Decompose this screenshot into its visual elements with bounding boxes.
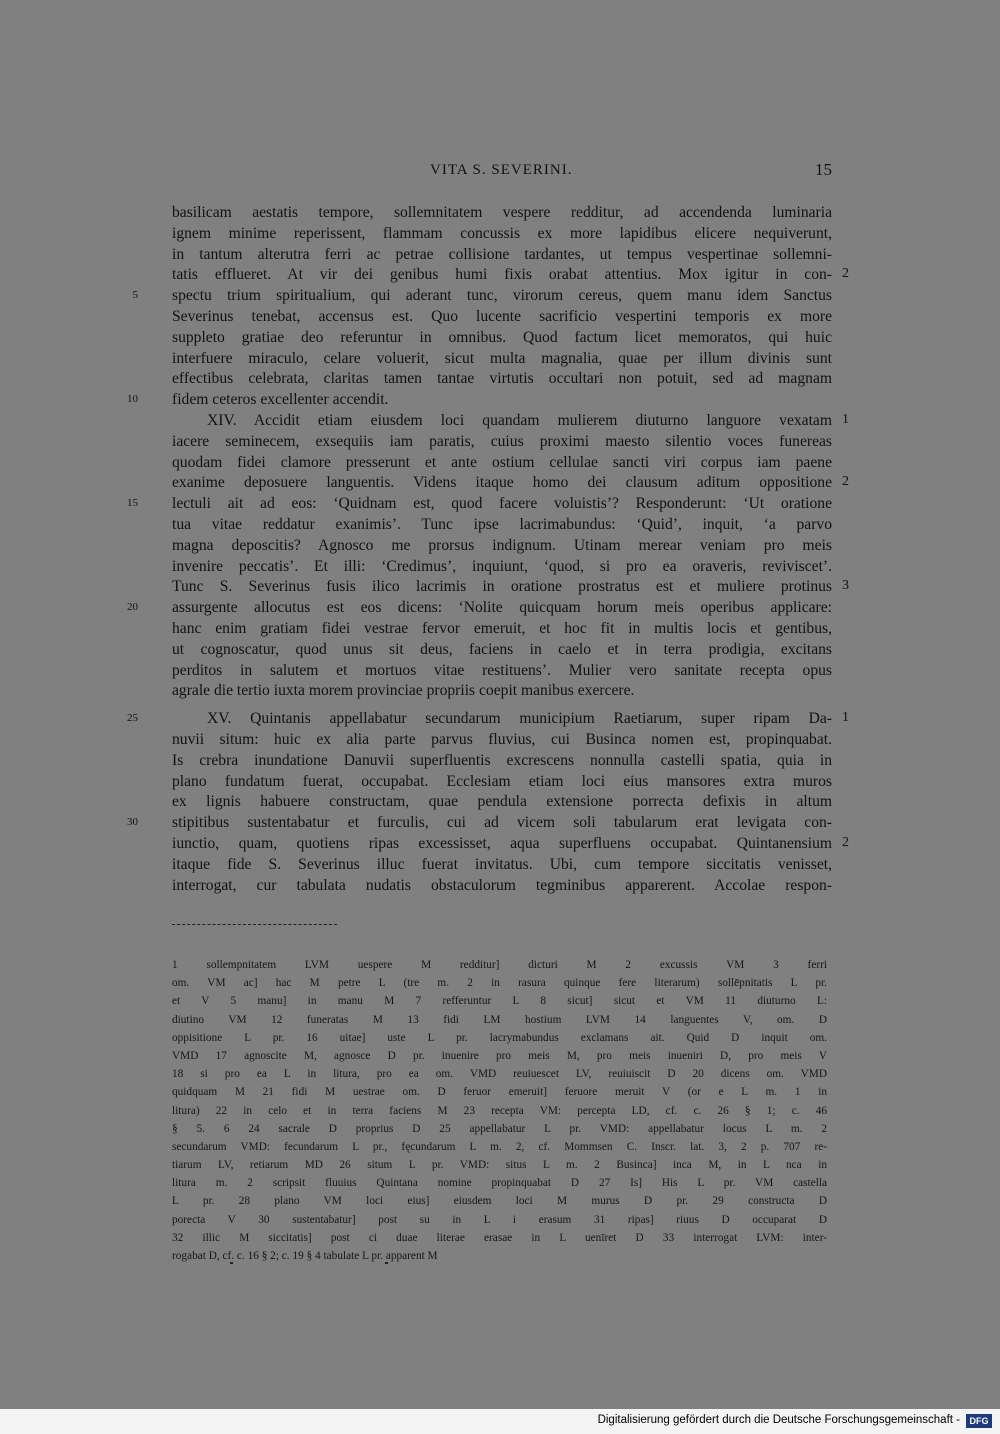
text-line xyxy=(0,349,1000,370)
text-line xyxy=(0,307,1000,328)
dfg-logo: DFG xyxy=(966,1414,992,1428)
text-line xyxy=(0,369,1000,390)
footnote-line: 32 illic M siccitatis] post ci duae literae erasae in L uenīret D 33 interrogat LVM: inter- xyxy=(172,1231,827,1244)
text-line xyxy=(0,224,1000,245)
footnote-line: L pr. 28 plano VM loci eius] eiusdem loci M murus D pr. 29 constructa D xyxy=(172,1195,827,1208)
line-text: in tantum alterutra ferri ac petrae collisione tardantes, ut tempus vespertinae sollemni- xyxy=(172,245,832,263)
text-line xyxy=(0,536,1000,557)
text-line xyxy=(0,432,1000,453)
line-text: ignem minime reperissent, flammam concussis ex more lapidibus elicere nequiverunt, xyxy=(172,224,832,242)
running-title: VITA S. SEVERINI. xyxy=(430,162,573,178)
text-line xyxy=(0,855,1000,876)
text-line xyxy=(0,640,1000,661)
text-line xyxy=(0,792,1000,813)
line-text: interrogat, cur tabulata nudatis obstaculorum tegminibus apparerent. Accolae respon- xyxy=(172,876,832,894)
footnote-line: litura m. 2 scripsit fluuius Quintana nomine propinquabat D 27 Is] His L pr. VM castella xyxy=(172,1177,827,1190)
footnote-line: 18 si pro ea L in litura, pro ea om. VMD reuiuescet LV, reuiuiscit D 20 dicens om. VMD xyxy=(172,1068,827,1081)
line-number: 10 xyxy=(127,393,138,406)
line-text: spectu trium spiritualium, qui aderant tunc, virorum cereus, quem manu idem Sanctus xyxy=(172,287,832,305)
main-text xyxy=(0,203,1000,896)
text-line xyxy=(0,598,1000,619)
line-text: tua vitae reddatur exanimis’. Tunc ipse lacrimabundus: ‘Quid’, inquit, ‘a parvo xyxy=(172,515,832,533)
line-text: agrale die tertio iuxta morem provinciae propriis coepit manibus exercere. xyxy=(172,682,635,700)
line-text: quodam fidei clamore presserunt et ante ostium cellulae sancti viri corpus iam paene xyxy=(172,453,832,471)
line-text: invenire peccatis’. Et illi: ‘Credimus’, inquiunt, ‘quod, si pro ea oraveris, reviviscet’. xyxy=(172,557,832,575)
text-line xyxy=(0,328,1000,349)
text-line xyxy=(0,515,1000,536)
text-line xyxy=(0,245,1000,266)
text-line xyxy=(0,709,1000,730)
line-text: interfuere miraculo, celare voluerit, sicut multa magnalia, quae per illum divinis sunt xyxy=(172,349,832,367)
footnote-line: quidquam M 21 fidi M uestrae om. D feruor emeruit] feruore meruit V (or e L m. 1 in xyxy=(172,1086,827,1099)
line-number: 5 xyxy=(132,289,138,302)
footnote-line: § 5. 6 24 sacrale D proprius D 25 appellabatur L pr. VMD: appellabatur locus L m. 2 xyxy=(172,1122,827,1135)
footnote-divider xyxy=(172,924,337,925)
footnote-line: tiarum LV, retiarum MD 26 situm L pr. VMD: situs L m. 2 Businca] inca M, in L nca in xyxy=(172,1159,827,1172)
text-line xyxy=(0,772,1000,793)
footnote-line: 1 sollempnitatem LVM uespere M redditur] dicturi M 2 excussis VM 3 ferri xyxy=(172,959,827,971)
section-number: 3 xyxy=(842,578,849,594)
text-line xyxy=(0,286,1000,307)
section-number: 1 xyxy=(842,710,849,726)
line-number: 20 xyxy=(127,601,138,614)
line-text: effectibus celebrata, claritas tamen tantae virtutis occultari non potuit, sed ad magnam xyxy=(172,370,832,388)
line-text: Tunc S. Severinus fusis ilico lacrimis in oratione prostratus est et muliere protinus xyxy=(172,578,832,596)
text-line xyxy=(0,876,1000,897)
section-number: 1 xyxy=(842,411,849,427)
text-line xyxy=(0,834,1000,855)
text-line xyxy=(0,390,1000,411)
line-text: magna deposcitis? Agnosco me prorsus indignum. Utinam merear veniam pro meis xyxy=(172,536,832,554)
text-line xyxy=(0,473,1000,494)
footnote-line: secundarum VMD: fecundarum L pr., fęcundarum L m. 2, cf. Mommsen C. Inscr. lat. 3, 2 p. 707 re- xyxy=(172,1140,827,1153)
footnote-line: diutino VM 12 funeratas M 13 fidi LM hostium LVM 14 languentes V, om. D xyxy=(172,1013,827,1026)
line-text: basilicam aestatis tempore, sollemnitatem vespere redditur, ad accendenda luminaria xyxy=(172,204,832,221)
footnote-line: et V 5 manu] in manu M 7 refferuntur L 8 sicut] sicut et VM 11 diuturno L: xyxy=(172,995,827,1008)
line-text: ex lignis habuere constructam, quae pendula extensione porrecta defixis in altum xyxy=(172,793,832,811)
section-number: 2 xyxy=(842,834,849,850)
footnote-line: oppisitione L pr. 16 uitae] uste L pr. lacrymabundus exclamans ait. Quid D inquit om. xyxy=(172,1031,827,1044)
line-number: 15 xyxy=(127,497,138,510)
line-text: plano fundatum fuerat, occupabat. Ecclesiam etiam loci eius mansores extra muros xyxy=(172,772,832,790)
funding-text: Digitalisierung gefördert durch die Deutsche Forschungsgemeinschaft - xyxy=(597,1414,960,1426)
line-text: fidem ceteros excellenter accendit. xyxy=(172,391,389,409)
line-text: exanime deposuere languentis. Videns itaque homo dei clausum aditum oppositione xyxy=(172,474,832,492)
page-number: 15 xyxy=(815,160,832,179)
line-text: assurgente allocutus est eos dicens: ‘Nolite quicquam horum meis operibus applicare: xyxy=(172,599,832,617)
line-text: stipitibus sustentabatur et furculis, cui ad vicem soli tabularum erat levigata con- xyxy=(172,814,832,832)
text-line xyxy=(0,203,1000,224)
text-line xyxy=(0,751,1000,772)
line-text: lectuli ait ad eos: ‘Quidnam est, quod facere voluistis’? Responderunt: ‘Ut oratione xyxy=(172,495,832,513)
line-text: Severinus tenebat, accensus est. Quo lucente sacrificio vespertini temporis ex more xyxy=(172,307,832,325)
funding-footer xyxy=(0,1409,1000,1434)
footnote-line: litura) 22 in celo et in terra faciens M 23 recepta VM: percepta LD, cf. c. 26 § 1; c. 46 xyxy=(172,1104,827,1117)
line-text: XIV. Accidit etiam eiusdem loci quandam mulierem diuturno languore vexatam xyxy=(207,411,832,429)
text-line xyxy=(0,265,1000,286)
line-text: itaque fide S. Severinus illuc fuerat invitatus. Ubi, cum tempore siccitatis venisset, xyxy=(172,855,832,873)
footnote-line: rogabat D, cf. c. 16 § 2; c. 19 § 4 tabulate L pr. apparent M xyxy=(172,1250,438,1262)
stray-marks xyxy=(230,1262,430,1268)
section-number: 2 xyxy=(842,266,849,282)
text-line xyxy=(0,494,1000,515)
line-text: perditos in salutem et mortuos vitae restituens’. Mulier vero sanitate recepta opus xyxy=(172,661,832,679)
text-line xyxy=(0,813,1000,834)
footnote-line: VMD 17 agnoscite M, agnosce D pr. inuenire pro meis M, pro meis inueniri D, pro meis V xyxy=(172,1049,827,1062)
line-text: iunctio, quam, quotiens ripas excessisset, aqua superfluens occupabat. Quintanensium xyxy=(172,834,832,852)
section-number: 2 xyxy=(842,474,849,490)
line-text: hanc enim gratiam fidei vestrae fervor emeruit, et hoc fit in multis locis et gentibus, xyxy=(172,619,832,637)
line-text: Is crebra inundatione Danuvii superfluentis excrescens nonnulla castelli spatia, quia in xyxy=(172,751,832,769)
text-line xyxy=(0,681,1000,702)
line-text: tatis efflueret. At vir dei genibus humi fixis orabat attentius. Mox igitur in con- xyxy=(172,266,832,284)
footnote-line: om. VM ac] hac M petre L (tre m. 2 in rasura quinque fere literarum) sollēpnitatis L pr. xyxy=(172,977,827,990)
line-text: iacere seminecem, exsequiis iam paratis, cuius proximi maesto silentio voces funereas xyxy=(172,432,832,450)
text-line xyxy=(0,411,1000,432)
line-number: 30 xyxy=(127,816,138,829)
text-line xyxy=(0,557,1000,578)
text-line xyxy=(0,730,1000,751)
line-number: 25 xyxy=(127,712,138,725)
line-text: XV. Quintanis appellabatur secundarum municipium Raetiarum, super ripam Da- xyxy=(207,710,832,728)
line-text: nuvii situm: huic ex alia parte parvus fluvius, cui Businca nomen est, propinquabat. xyxy=(172,730,832,748)
footnote-line: porecta V 30 sustentabatur] post su in L i erasum 31 ripas] riuus D occuparat D xyxy=(172,1213,827,1226)
text-line xyxy=(0,619,1000,640)
text-line xyxy=(0,453,1000,474)
line-text: suppleto gratiae deo referuntur in omnibus. Quod factum licet memoratos, qui huic xyxy=(172,328,832,346)
critical-apparatus xyxy=(172,956,827,1265)
line-text: ut cognoscatur, quod unus sit deus, faciens in caelo et in terra prodigia, excitans xyxy=(172,640,832,658)
text-line xyxy=(0,577,1000,598)
running-header xyxy=(0,160,1000,184)
text-line xyxy=(0,661,1000,682)
